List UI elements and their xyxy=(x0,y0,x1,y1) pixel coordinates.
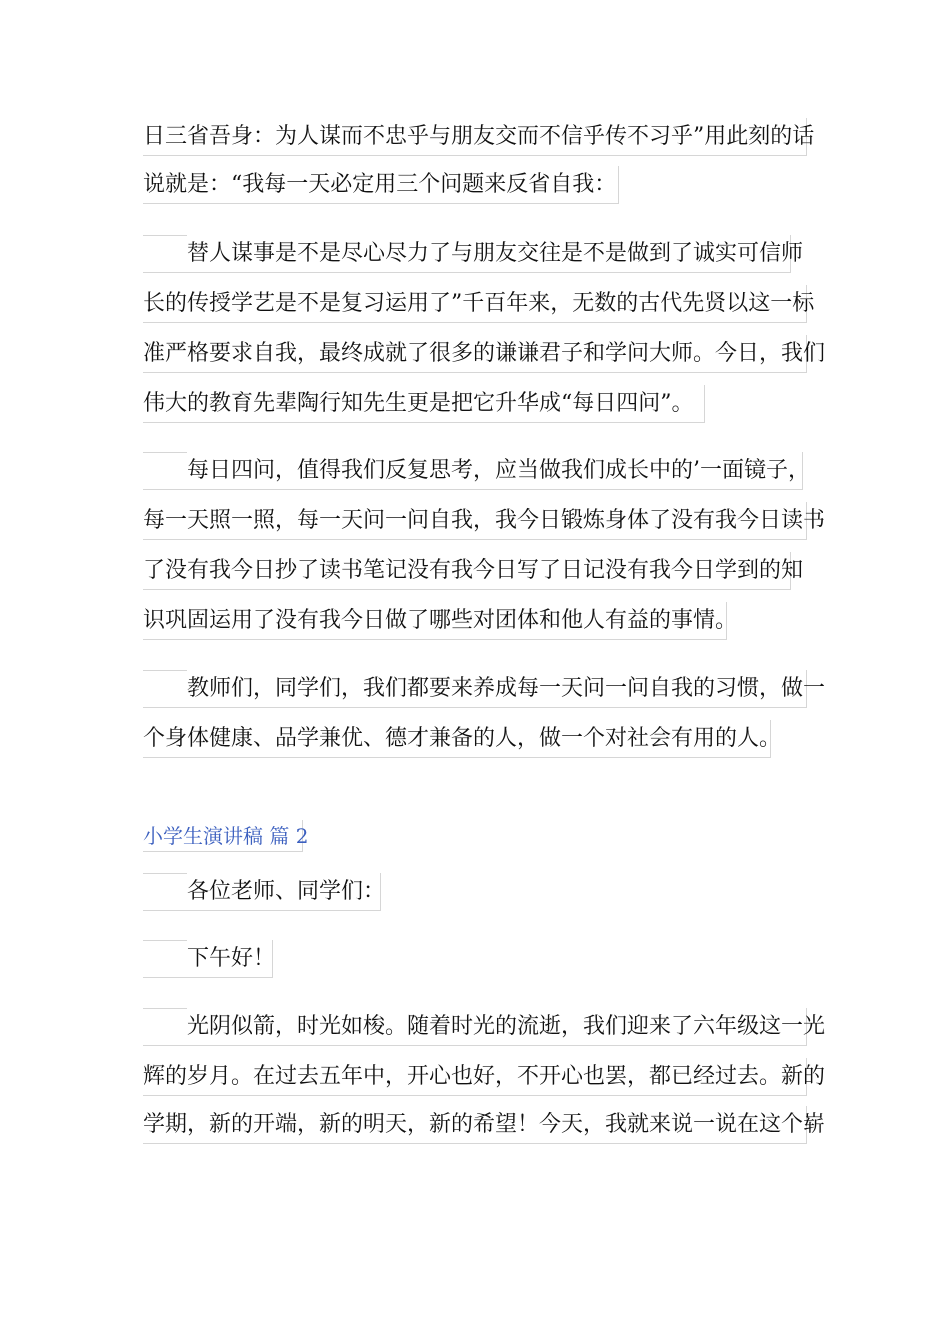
section-heading: 小学生演讲稿 篇 2 xyxy=(143,820,303,852)
text-line: 说就是：“我每一天必定用三个问题来反省自我： xyxy=(143,166,619,204)
paragraph-first-line: 教师们，同学们，我们都要来养成每一天问一问自我的习惯，做一 xyxy=(143,670,807,708)
text-line: 日三省吾身：为人谋而不忠乎与朋友交而不信乎传不习乎”用此刻的话 xyxy=(143,118,807,156)
text-line: 准严格要求自我，最终成就了很多的谦谦君子和学问大师。今日，我们 xyxy=(143,335,807,373)
paragraph-first-line: 光阴似箭，时光如梭。随着时光的流逝，我们迎来了六年级这一光 xyxy=(143,1008,807,1046)
text-line: 个身体健康、品学兼优、德才兼备的人，做一个对社会有用的人。 xyxy=(143,720,771,758)
greeting-line: 各位老师、同学们： xyxy=(143,873,381,911)
paragraph-first-line: 替人谋事是不是尽心尽力了与朋友交往是不是做到了诚实可信师 xyxy=(143,235,791,273)
text-line: 长的传授学艺是不是复习运用了”千百年来，无数的古代先贤以这一标 xyxy=(143,285,807,323)
text-line: 每一天照一照，每一天问一问自我，我今日锻炼身体了没有我今日读书 xyxy=(143,502,807,540)
text-line: 识巩固运用了没有我今日做了哪些对团体和他人有益的事情。 xyxy=(143,602,727,640)
paragraph-first-line: 每日四问，值得我们反复思考，应当做我们成长中的’一面镜子， xyxy=(143,452,803,490)
text-line: 学期，新的开端，新的明天，新的希望！今天，我就来说一说在这个崭 xyxy=(143,1106,807,1144)
greeting-line: 下午好！ xyxy=(143,940,273,978)
text-line: 辉的岁月。在过去五年中，开心也好，不开心也罢，都已经过去。新的 xyxy=(143,1058,807,1096)
text-line: 伟大的教育先辈陶行知先生更是把它升华成“每日四问”。 xyxy=(143,385,705,423)
text-line: 了没有我今日抄了读书笔记没有我今日写了日记没有我今日学到的知 xyxy=(143,552,791,590)
